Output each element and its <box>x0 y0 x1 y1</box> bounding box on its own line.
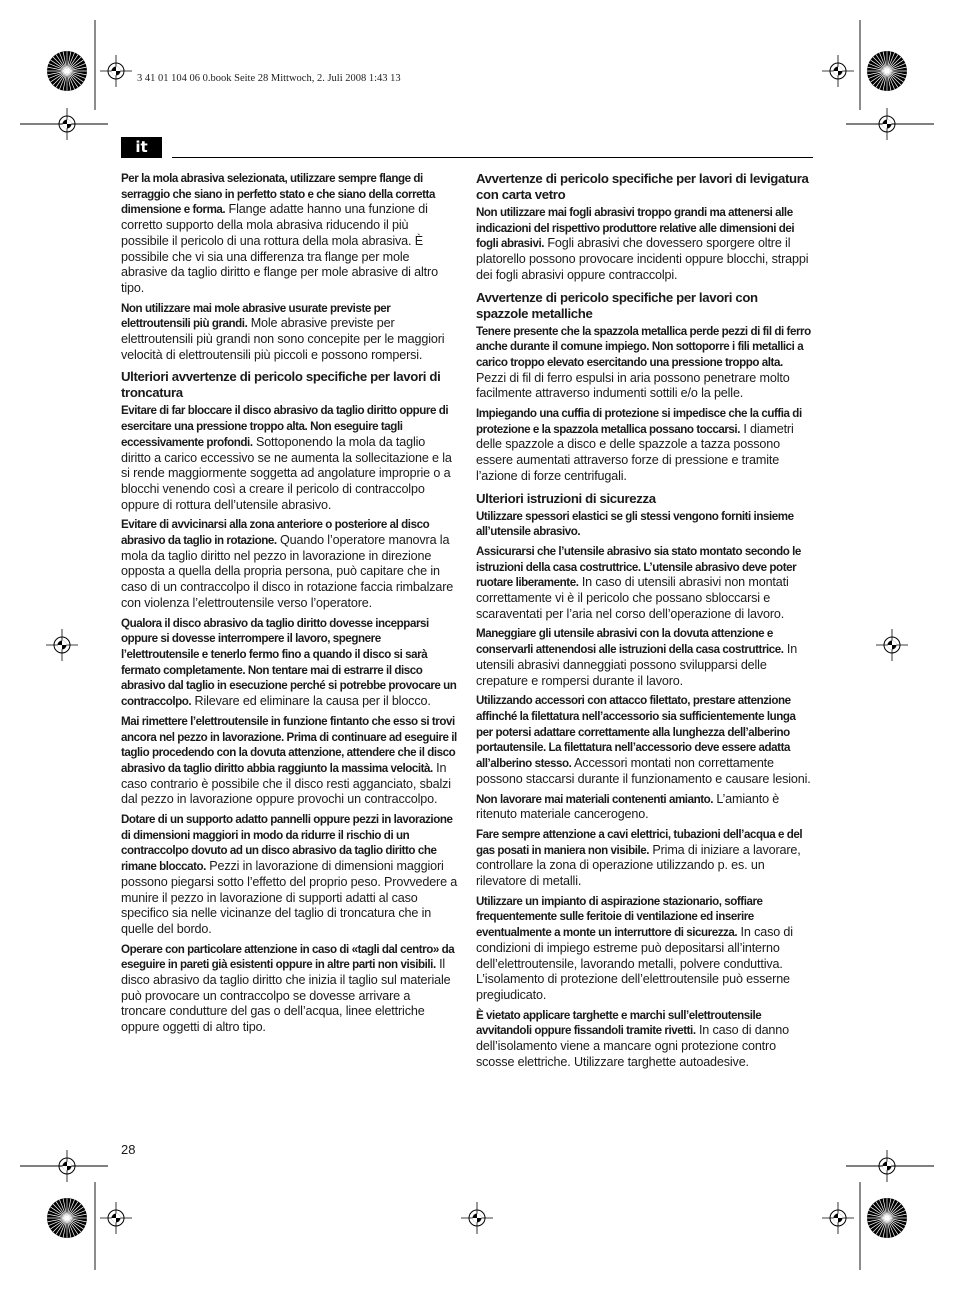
paragraph-body: In caso di danno dell’isolamento viene a mancare ogni protezione contro scosse elettriche. Utilizzare targhette autoadesive. <box>476 1023 789 1069</box>
paragraph-lead: Utilizzare un impianto di aspirazione stazionario, soffiare frequentemente sulle feritoie di ventilazione ed inserire eventualmente a monte un interruttore di sicurezza. <box>476 894 763 940</box>
registration-crosshair <box>822 55 854 87</box>
paragraph <box>476 324 813 403</box>
paragraph <box>476 626 813 689</box>
print-info-line: 3 41 01 104 06 0.book Seite 28 Mittwoch, 2. Juli 2008 1:43 13 <box>137 73 401 84</box>
paragraph <box>476 894 813 1004</box>
paragraph <box>476 544 813 623</box>
paragraph-body: L’amianto è ritenuto materiale cancerogeno. <box>476 791 780 822</box>
paragraph-lead: Non utilizzare mai mole abrasive usurate previste per elettroutensili più grandi. <box>121 301 391 331</box>
section-heading: Ulteriori istruzioni di sicurezza <box>476 490 656 506</box>
paragraph <box>121 616 458 710</box>
paragraph-body: In caso contrario è possibile che il disco resti agganciato, sbalzi dal pezzo in lavorazione oppure provochi un contraccolpo. <box>121 760 451 807</box>
paragraph <box>476 205 813 284</box>
paragraph-lead: Tenere presente che la spazzola metallica perde pezzi di fil di ferro anche durante il comune impiego. Non sottoporre i fili metallici a carico troppo elevato esercitando una pressione troppo alta. <box>476 324 811 369</box>
paragraph <box>121 301 458 364</box>
paragraph <box>476 1008 813 1071</box>
paragraph-lead: Mai rimettere l’elettroutensile in funzione fintanto che esso si trovi ancora nel pezzo in lavorazione. Prima di continuare ad eseguire il taglio procedendo con la dovuta attenzione, attendere che il disco abrasivo da taglio diritto abbia raggiunto la massima velocità. <box>121 714 457 775</box>
paragraph <box>476 827 813 890</box>
language-badge: it <box>121 137 162 158</box>
paragraph-lead: Per la mola abrasiva selezionata, utilizzare sempre flange di serraggio che siano in perfetto stato e che siano della corretta dimensione e forma. <box>121 172 435 217</box>
registration-crosshair <box>871 108 903 140</box>
paragraph <box>121 812 458 938</box>
registration-crosshair <box>100 55 132 87</box>
page-number: 28 <box>121 1142 136 1157</box>
paragraph-lead: Evitare di avvicinarsi alla zona anteriore o posteriore al disco abrasivo da taglio in rotazione. <box>121 518 430 548</box>
paragraph-lead: Non utilizzare mai fogli abrasivi troppo grandi ma attenersi alle indicazioni del rispettivo produttore relative alle dimensioni dei fogli abrasivi. <box>476 206 795 251</box>
registration-starburst-top-right <box>867 51 907 91</box>
paragraph-lead: Fare sempre attenzione a cavi elettrici, tubazioni dell’acqua e del gas posati in maniera non visibile. <box>476 827 803 857</box>
paragraph-body: Rilevare ed eliminare la causa per il blocco. <box>191 694 431 709</box>
paragraph-body: Pezzi di fil di ferro espulsi in aria possono penetrare molto facilmente attraverso indumenti sottili e/o la pelle. <box>476 370 790 401</box>
registration-starburst-bottom-left <box>47 1198 87 1238</box>
left-column <box>121 171 458 1040</box>
registration-crosshair <box>46 629 78 661</box>
paragraph-body: Quando l’operatore manovra la mola da taglio diritto nel pezzo in lavorazione in direzione opposta a quella della propria persona, può capitare che in caso di un contraccolpo il disco in rotazione faccia rimbalzare con violenza l’elettroutensile verso l’operatore. <box>121 533 454 610</box>
paragraph <box>121 403 458 513</box>
paragraph-lead: Assicurarsi che l’utensile abrasivo sia stato montato secondo le istruzioni della casa costruttrice. L’utensile abrasivo deve poter ruotare liberamente. <box>476 544 801 590</box>
paragraph <box>476 792 813 823</box>
section-heading: Ulteriori avvertenze di pericolo specifiche per lavori di troncatura <box>121 369 441 401</box>
paragraph <box>121 171 458 297</box>
paragraph-body: Prima di iniziare a lavorare, controllare la zona di operazione utilizzando p. es. un rilevatore di metalli. <box>476 842 801 889</box>
paragraph-lead: Evitare di far bloccare il disco abrasivo da taglio diritto oppure di esercitare una pressione troppo alta. Non eseguire tagli eccessivamente profondi. <box>121 404 449 449</box>
registration-crosshair <box>876 629 908 661</box>
paragraph-lead: Maneggiare gli utensile abrasivi con la dovuta attenzione e conservarli attenendosi alle istruzioni della casa costruttrice. <box>476 627 784 657</box>
registration-crosshair <box>822 1202 854 1234</box>
paragraph-lead: È vietato applicare targhette e marchi sull’elettroutensile avvitandoli oppure fissandoli tramite rivetti. <box>476 1008 762 1038</box>
paragraph-body: Il disco abrasivo da taglio diritto che inizia il taglio sul materiale può provocare un contraccolpo se dovesse arrivare a troncare condutture del gas o dell’acqua, linee elettriche oppure oggetti di altro tipo. <box>121 957 451 1035</box>
paragraph-lead: Utilizzando accessori con attacco filettato, prestare attenzione affinché la filettatura nell’accessorio sia sufficientemente lunga per potersi adattare correttamente alla lunghezza dell’alberino portautensile. La filettatura nell’accessorio deve essere adatta all’alberino stesso. <box>476 694 796 771</box>
registration-crosshair <box>51 108 83 140</box>
paragraph-lead: Operare con particolare attenzione in caso di «tagli dal centro» da eseguire in pareti già esistenti oppure in altre parti non visibili. <box>121 942 455 972</box>
paragraph-body: Pezzi in lavorazione di dimensioni maggiori possono piegarsi sotto l’effetto del proprio peso. Provvedere a munire il pezzo in lavorazione di supporti adatti al caso specifico sia nelle vicinanze del taglio di troncatura che in quelle del bordo. <box>121 859 458 936</box>
registration-starburst-top-left <box>47 51 87 91</box>
registration-crosshair <box>51 1150 83 1182</box>
paragraph-body: In utensili abrasivi danneggiati possono svilupparsi delle crepature e rompersi durante il lavoro. <box>476 642 798 688</box>
paragraph <box>121 517 458 611</box>
paragraph-body: In caso di condizioni di impiego estreme può depositarsi all’interno dell’elettroutensile, lavorando metalli, polvere conduttiva. L’isolamento di protezione dell’elettroutensile può esserne pregiudicato. <box>476 925 793 1002</box>
paragraph <box>121 714 458 808</box>
paragraph <box>476 509 813 540</box>
paragraph <box>476 693 813 787</box>
paragraph-body: Sottoponendo la mola da taglio diritto a carico eccessivo se ne aumenta la sollecitazione e la si rende maggiormente soggetta ad angolature improprie o a blocchi venendo così a creare il pericolo di contraccolpo oppure di rottura dell’utensile abrasivo. <box>121 434 452 512</box>
section-heading: Avvertenze di pericolo specifiche per lavori con spazzole metalliche <box>476 289 758 321</box>
registration-crosshair <box>871 1150 903 1182</box>
registration-crosshair <box>100 1202 132 1234</box>
paragraph-body: Fogli abrasivi che dovessero sporgere oltre il platorello possono provocare incidenti oppure blocchi, strappi dei fogli abrasivi oppure contraccolpi. <box>476 236 809 282</box>
paragraph-body: I diametri delle spazzole a disco e delle spazzole a tazza possono essere aumentati attraverso forze di pressione e tramite l’azione di forze centrifugali. <box>476 421 794 483</box>
paragraph-lead: Utilizzare spessori elastici se gli stessi vengono forniti insieme all’utensile abrasivo. <box>476 509 794 539</box>
paragraph-lead: Impiegando una cuffia di protezione si impedisce che la cuffia di protezione e la spazzola metallica possano toccarsi. <box>476 407 802 436</box>
registration-starburst-bottom-right <box>867 1198 907 1238</box>
paragraph-body: In caso di utensili abrasivi non montati correttamente vi è il pericolo che possano sbloccarsi e scaraventati per l’aria nel corso dell’operazione di lavoro. <box>476 575 789 621</box>
header-rule <box>172 157 813 158</box>
section-heading: Avvertenze di pericolo specifiche per lavori di levigatura con carta vetro <box>476 171 809 202</box>
paragraph-body: Mole abrasive previste per elettroutensili più grandi non sono concepite per le maggiori velocità di elettroutensili più piccoli e possono rompersi. <box>121 316 445 362</box>
paragraph-body: Accessori montati non correttamente possono staccarsi durante il funzionamento e causare lesioni. <box>476 756 811 786</box>
paragraph-lead: Non lavorare mai materiali contenenti amianto. <box>476 792 714 806</box>
right-column <box>476 171 813 1074</box>
registration-crosshair <box>461 1202 493 1234</box>
paragraph-lead: Dotare di un supporto adatto pannelli oppure pezzi in lavorazione di dimensioni maggiori in modo da ridurre il rischio di un contraccolpo dovuto ad un disco abrasivo da taglio diritto che rimane bloccato. <box>121 813 453 874</box>
paragraph <box>121 942 458 1036</box>
paragraph-body: Flange adatte hanno una funzione di corretto supporto della mola abrasiva riducendo il più possibile il pericolo di una rottura della mola abrasiva. È possibile che vi sia una differenza tra flange per mole abrasive da taglio diritto e flange per mole abrasive di altro tipo. <box>121 202 438 295</box>
paragraph-lead: Qualora il disco abrasivo da taglio diritto dovesse incepparsi oppure si dovesse interrompere il lavoro, spegnere l’elettroutensile e tenerlo fermo fino a quando il disco si sarà fermato completamente. Non tentare mai di estrarre il disco abrasivo dal taglio in esecuzione perché si potrebbe provocare un contraccolpo. <box>121 616 457 709</box>
paragraph <box>476 406 813 485</box>
